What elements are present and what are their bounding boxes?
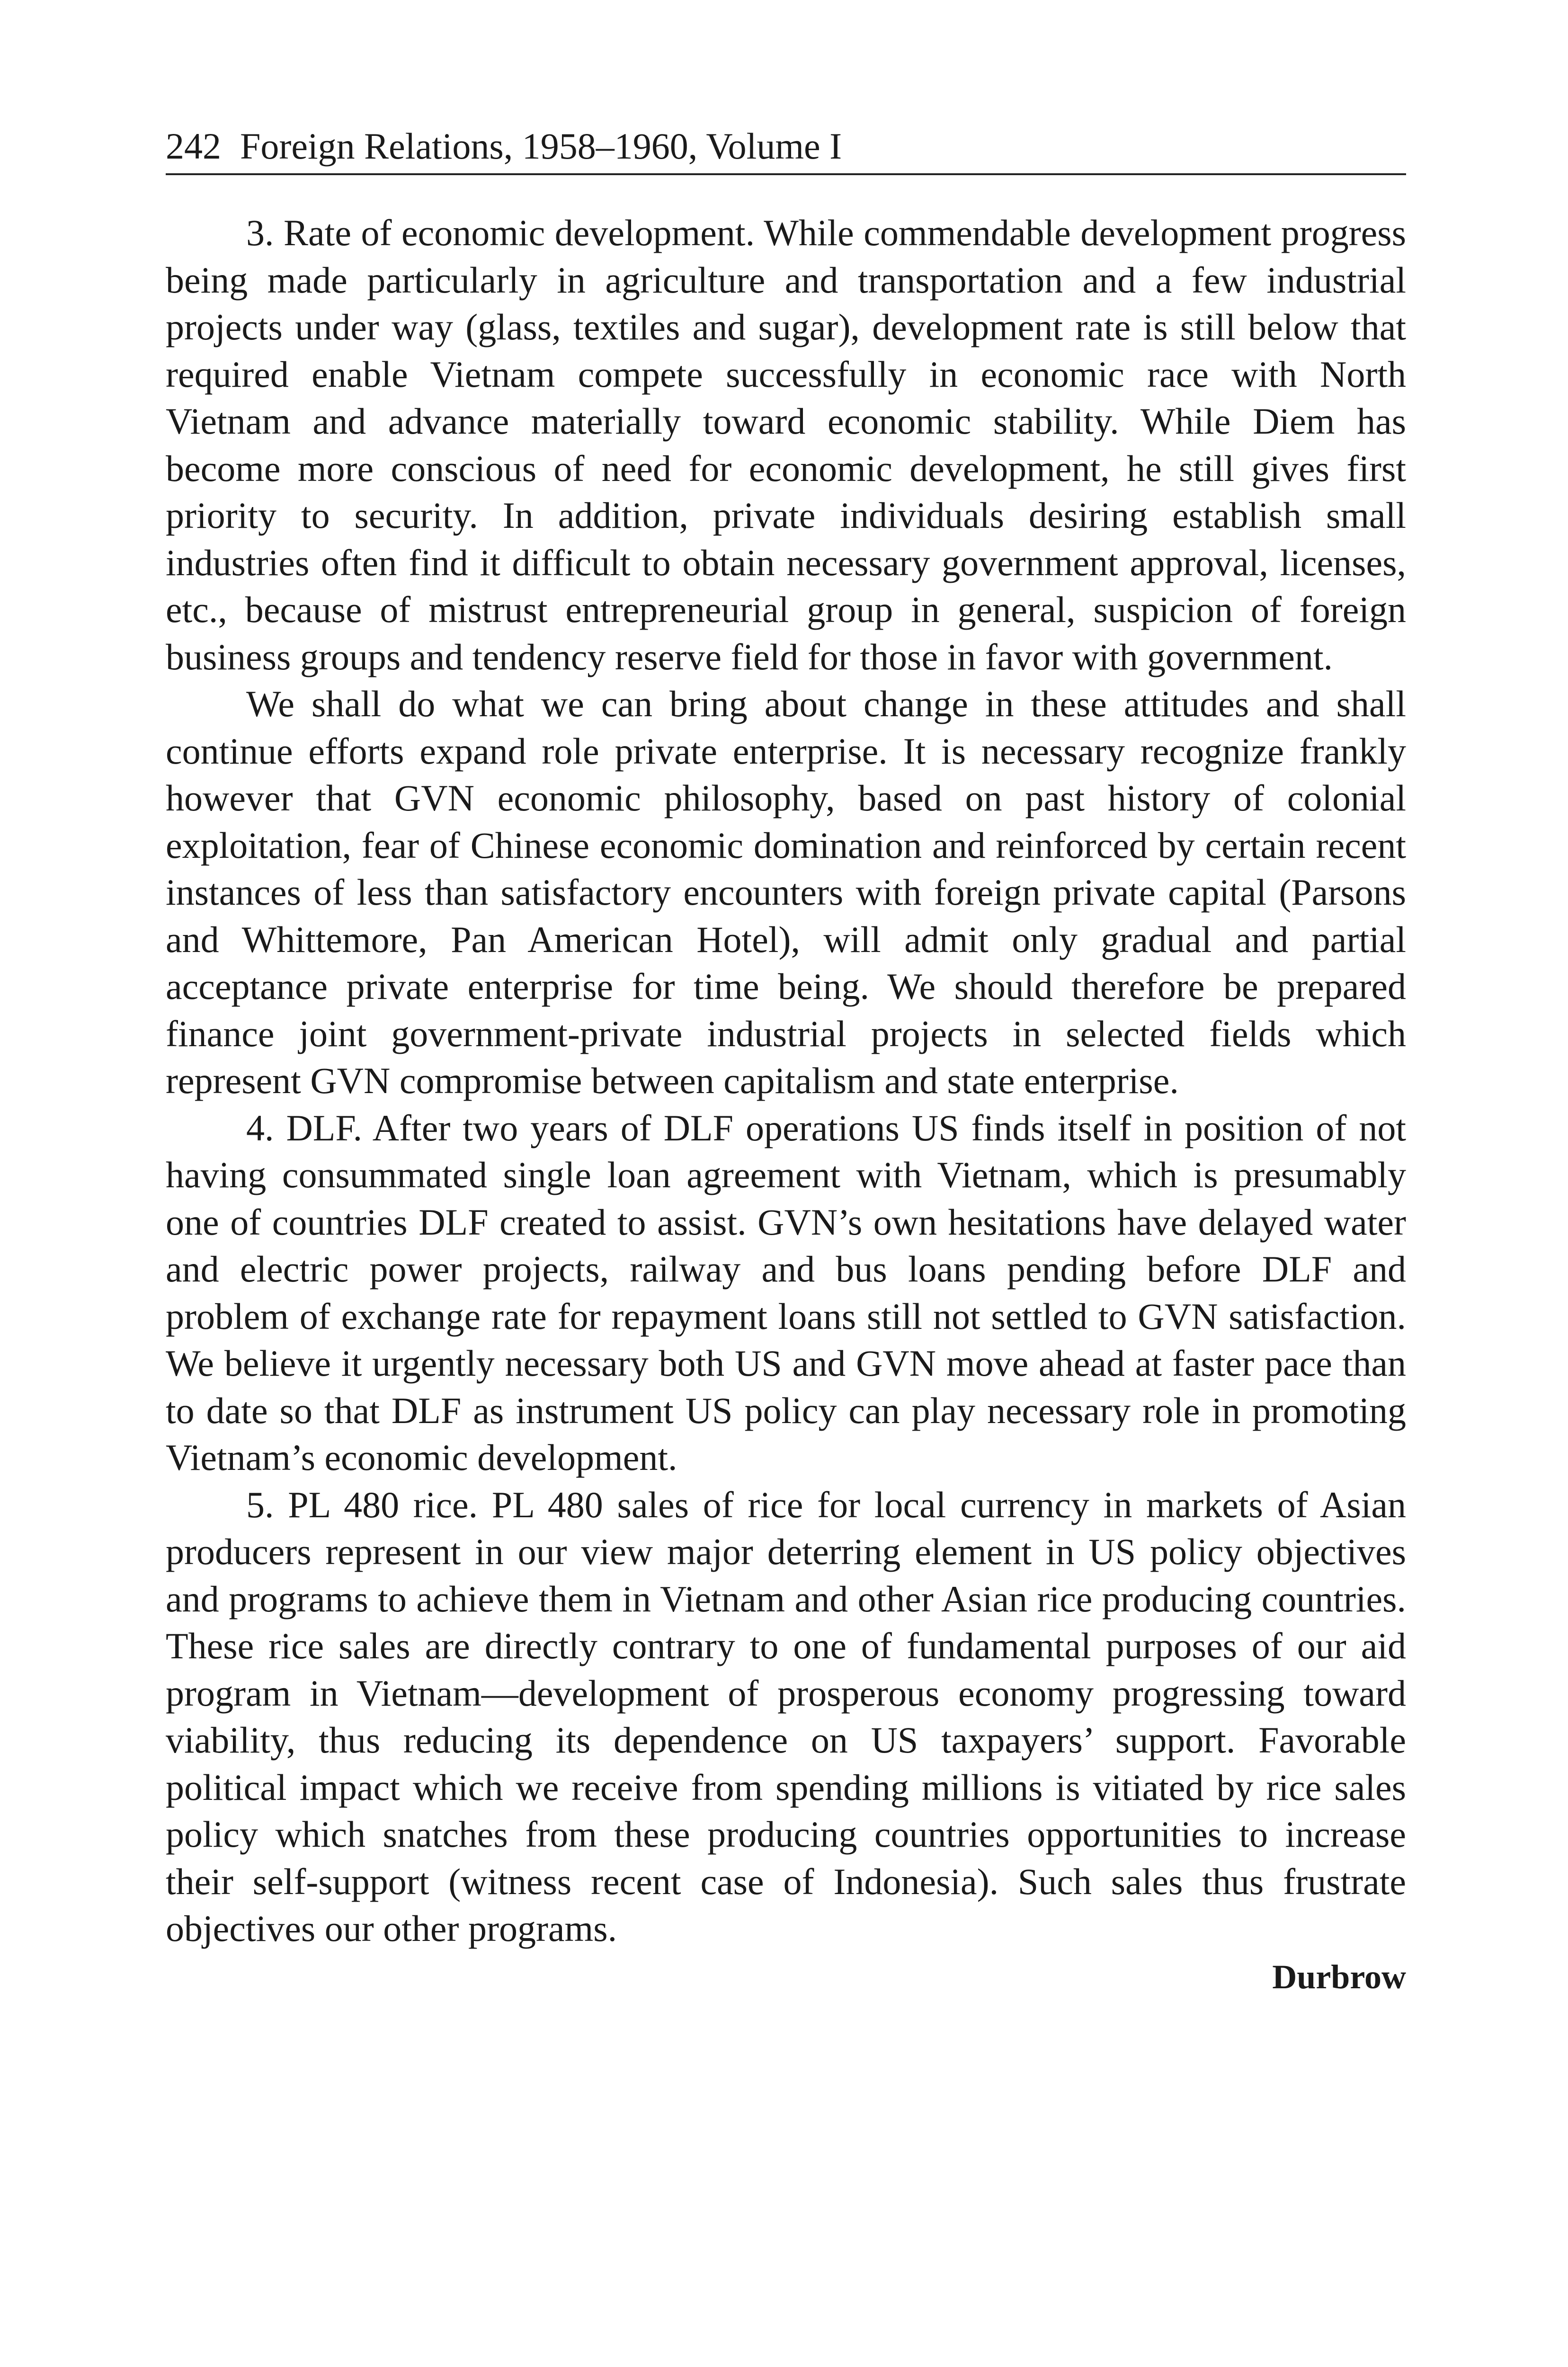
- document-page: [166, 125, 1406, 2001]
- running-title: Foreign Relations, 1958–1960, Volume I: [240, 125, 842, 167]
- signature: Durbrow: [1272, 1958, 1406, 1996]
- body-text: [166, 209, 1406, 1952]
- paragraph-rate-of-economic-development: 3. Rate of economic development. While commendable development progress being made particularly in agriculture and transportation and a few industrial projects under way (glass, textiles and sugar), development rate is still below that required enable Vietnam compete successfully in economic race with North Vietnam and advance materially toward economic stability. While Diem has become more conscious of need for economic development, he still gives first priority to security. In addition, private individuals desiring establish small industries often find it difficult to obtain necessary government approval, licenses, etc., because of mistrust entrepreneurial group in general, suspicion of foreign business groups and tendency reserve field for those in favor with government.: [166, 212, 1406, 677]
- paragraph-private-enterprise: We shall do what we can bring about change in these attitudes and shall continue efforts expand role private enterprise. It is necessary recognize frankly however that GVN economic philosophy, based on past history of colonial exploitation, fear of Chinese economic domination and reinforced by certain recent instances of less than satisfactory encounters with foreign private capital (Parsons and Whittemore, Pan American Hotel), will admit only gradual and partial acceptance private enterprise for time being. We should therefore be prepared finance joint government-private industrial projects in selected fields which represent GVN compromise between capitalism and state enterprise.: [166, 683, 1406, 1101]
- running-header: [166, 125, 1406, 175]
- paragraph-pl-480-rice: 5. PL 480 rice. PL 480 sales of rice for local currency in markets of Asian producers represent in our view major deterring element in US policy objectives and programs to achieve them in Vietnam and other Asian rice producing countries. These rice sales are directly contrary to one of fundamental purposes of our aid program in Vietnam—development of prosperous economy progressing toward viability, thus reducing its dependence on US taxpayers’ support. Favorable political impact which we receive from spending millions is vitiated by rice sales policy which snatches from these producing countries opportunities to increase their self-support (witness recent case of Indonesia). Such sales thus frustrate objectives our other programs.: [166, 1484, 1406, 1949]
- page-number: 242: [166, 125, 221, 167]
- paragraph-dlf: 4. DLF. After two years of DLF operations US finds itself in position of not having consummated single loan agreement with Vietnam, which is presumably one of countries DLF created to assist. GVN’s own hesitations have delayed water and electric power projects, railway and bus loans pending before DLF and problem of exchange rate for repayment loans still not settled to GVN satisfaction. We believe it urgently necessary both US and GVN move ahead at faster pace than to date so that DLF as instrument US policy can play necessary role in promoting Vietnam’s economic development.: [166, 1107, 1406, 1478]
